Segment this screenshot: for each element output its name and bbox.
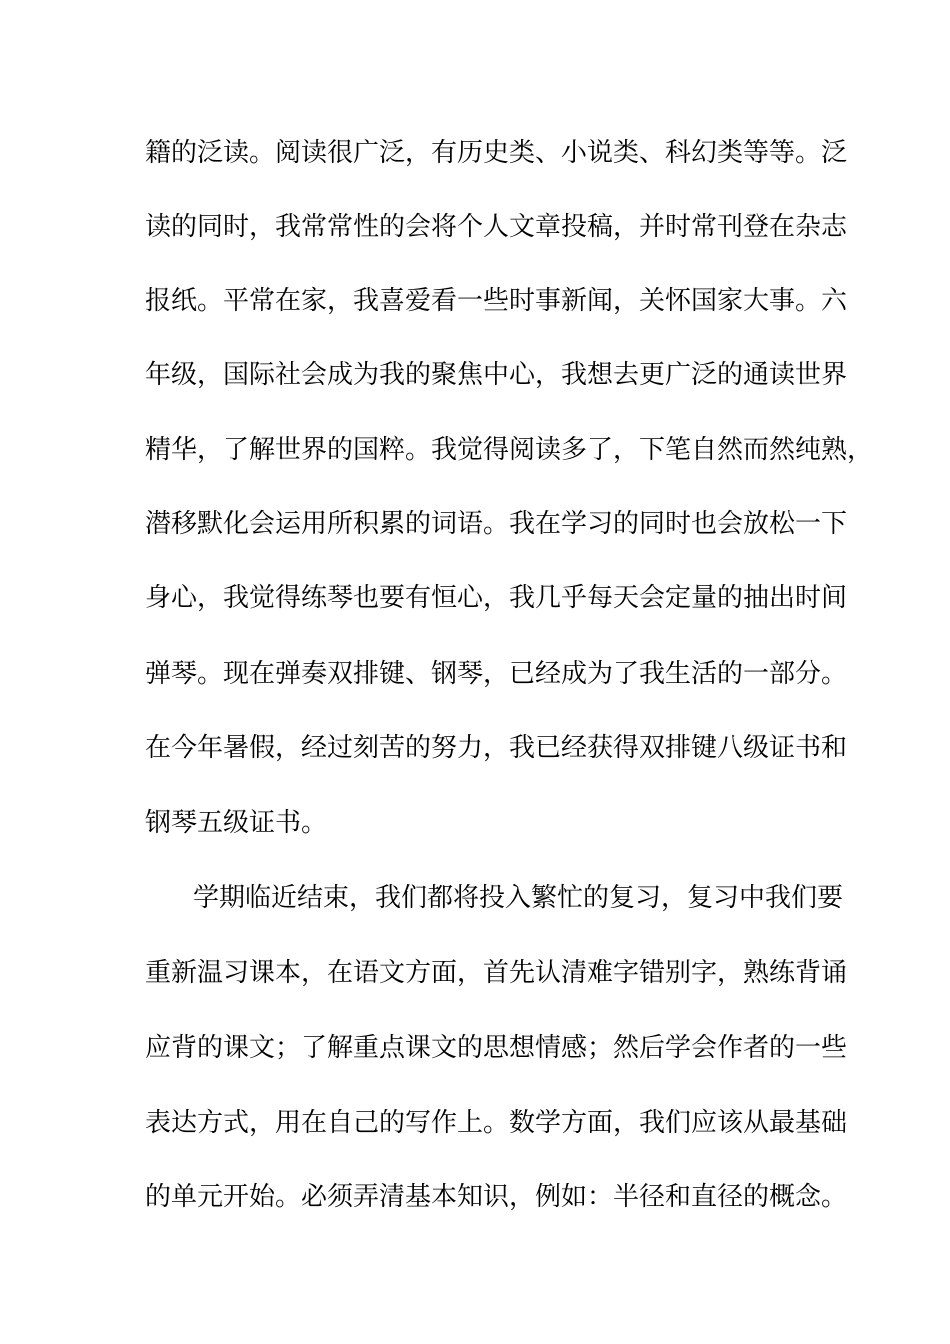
text-line: 弹琴。现在弹奏双排键、钢琴，已经成为了我生活的一部分。 (145, 659, 848, 689)
text-line: 钢琴五级证书。 (145, 808, 328, 838)
text-line: 重新温习课本，在语文方面，首先认清难字错别字，熟练背诵 (145, 958, 848, 988)
text-line: 的单元开始。必须弄清基本知识，例如：半径和直径的概念。 (145, 1182, 848, 1212)
text-line: 年级，国际社会成为我的聚焦中心，我想去更广泛的通读世界 (145, 360, 848, 390)
text-line: 在今年暑假，经过刻苦的努力，我已经获得双排键八级证书和 (145, 733, 848, 763)
text-line: 身心，我觉得练琴也要有恒心，我几乎每天会定量的抽出时间 (145, 583, 848, 613)
text-line: 应背的课文；了解重点课文的思想情感；然后学会作者的一些 (145, 1033, 848, 1063)
text-line: 报纸。平常在家，我喜爱看一些时事新闻，关怀国家大事。六 (145, 286, 848, 316)
text-line: 籍的泛读。阅读很广泛，有历史类、小说类、科幻类等等。泛 (145, 138, 848, 168)
text-line: 表达方式，用在自己的写作上。数学方面，我们应该从最基础 (145, 1108, 848, 1138)
text-line: 精华，了解世界的国粹。我觉得阅读多了，下笔自然而然纯熟， (145, 435, 874, 465)
text-line: 学期临近结束，我们都将投入繁忙的复习，复习中我们要 (193, 883, 844, 913)
text-line: 读的同时，我常常性的会将个人文章投稿，并时常刊登在杂志 (145, 212, 848, 242)
text-line: 潜移默化会运用所积累的词语。我在学习的同时也会放松一下 (145, 509, 848, 539)
